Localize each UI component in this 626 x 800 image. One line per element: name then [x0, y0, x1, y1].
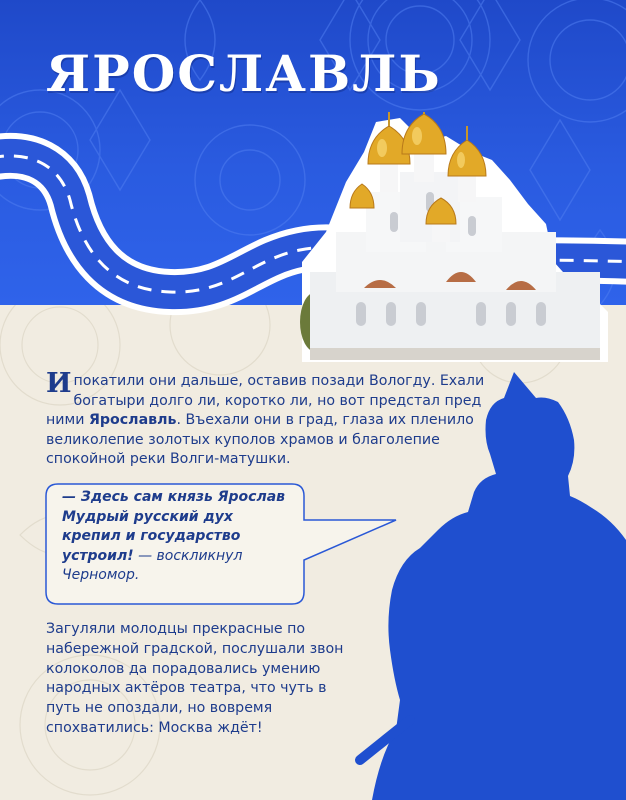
quote-text	[62, 488, 292, 586]
quote-speech: — Здесь сам князь Ярослав Мудрый русский дух крепил и государство устроил!	[62, 489, 286, 564]
quote-attribution: — воскликнул Черномор.	[62, 547, 243, 583]
drop-cap: И	[46, 368, 72, 399]
city-name: Ярославль	[88, 412, 177, 428]
outro-paragraph: Загуляли молодцы прекрасные по набережной градской, послушали звон колоколов да порадовались умению народных актёров театра, что чуть в путь не опоздали, но вовремя спохватились: Москва ждёт!	[46, 621, 344, 736]
intro-text-start: покатили они дальше, оставив позади Вологду. Ехали богатыри долго ли, коротко ли, но вот предстал пред ними	[46, 373, 485, 428]
page-title: ЯРОСЛАВЛЬ	[46, 44, 442, 103]
intro-text-end: . Въехали они в град, глаза их пленило великолепие золотых куполов храмов и благолепие спокойной реки Волги-матушки.	[46, 412, 474, 467]
